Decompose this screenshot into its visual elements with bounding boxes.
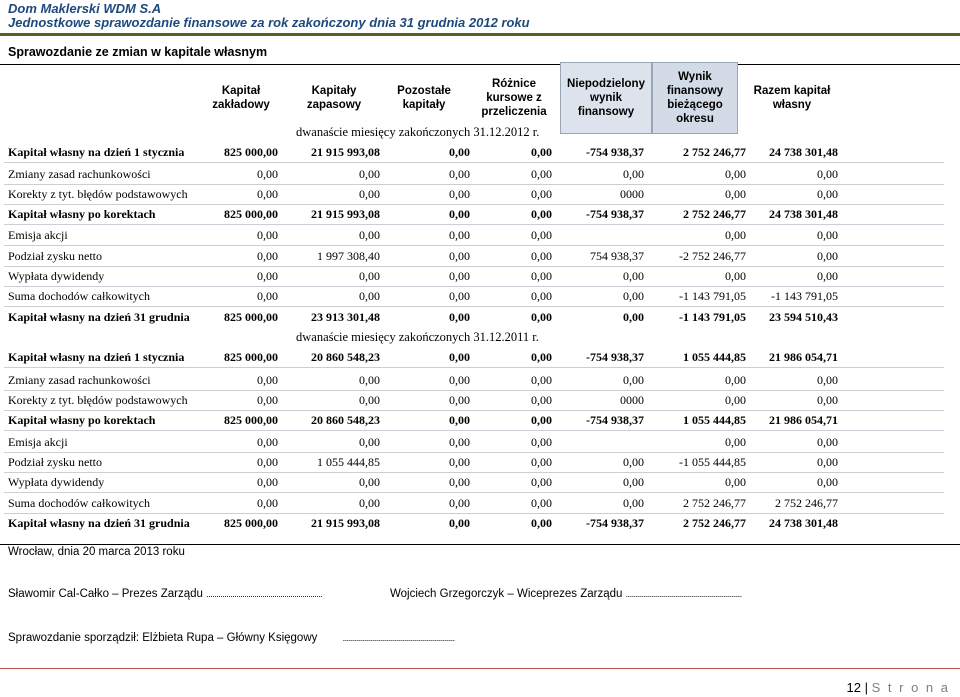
cell-value: 0,00 — [725, 187, 746, 201]
cell-value: 0,00 — [817, 249, 838, 263]
cell-value: 0,00 — [531, 435, 552, 449]
cell-value: 2 752 246,77 — [775, 496, 838, 510]
signature-dots: .......................................................... — [625, 589, 742, 599]
table-row — [8, 516, 952, 534]
cell-value: 0,00 — [531, 187, 552, 201]
table-row — [8, 373, 952, 391]
row-label: Kapitał własny na dzień 31 grudnia — [8, 310, 190, 324]
cell-value: 0,00 — [623, 289, 644, 303]
cell-value: 24 738 301,48 — [769, 145, 838, 159]
cell-value: 0,00 — [623, 455, 644, 469]
cell-value: 0,00 — [449, 413, 470, 427]
column-header: Niepodzielony wynik finansowy — [560, 62, 652, 134]
cell-value: 0,00 — [531, 207, 552, 221]
row-label: Zmiany zasad rachunkowości — [8, 167, 151, 181]
table-row — [8, 228, 952, 246]
cell-value: 0,00 — [531, 393, 552, 407]
signature-line-vicepresident — [390, 588, 742, 600]
row-label: Kapitał własny po korektach — [8, 413, 156, 427]
row-divider — [4, 162, 944, 163]
cell-value: 0,00 — [359, 167, 380, 181]
cell-value: 0,00 — [449, 496, 470, 510]
cell-value: 0,00 — [725, 435, 746, 449]
signature-dots: .......................................................... — [206, 589, 323, 599]
cell-value: 0,00 — [449, 145, 470, 159]
row-label: Korekty z tyt. błędów podstawowych — [8, 187, 188, 201]
table-top-rule — [0, 64, 960, 65]
cell-value: 0,00 — [817, 167, 838, 181]
cell-value: 0,00 — [359, 393, 380, 407]
cell-value: 0,00 — [531, 496, 552, 510]
cell-value: 0000 — [620, 393, 644, 407]
cell-value: 0,00 — [359, 373, 380, 387]
cell-value: 825 000,00 — [224, 207, 278, 221]
column-header: Wynik finansowy bieżącego okresu — [652, 62, 738, 134]
cell-value: 0,00 — [725, 393, 746, 407]
row-divider — [4, 390, 944, 391]
cell-value: 0,00 — [449, 228, 470, 242]
column-header: Kapitały zapasowy — [306, 85, 362, 111]
cell-value: 23 594 510,43 — [769, 310, 838, 324]
cell-value: 0,00 — [531, 350, 552, 364]
cell-value: 0,00 — [623, 269, 644, 283]
cell-value: 0,00 — [725, 475, 746, 489]
cell-value: 0,00 — [449, 249, 470, 263]
cell-value: 0,00 — [817, 228, 838, 242]
company-name: Dom Maklerski WDM S.A — [8, 1, 162, 16]
cell-value: 0,00 — [257, 435, 278, 449]
page-word: S t r o n a — [871, 680, 950, 695]
cell-value: 1 055 444,85 — [683, 413, 746, 427]
column-header: Kapitał zakładowy — [212, 85, 270, 111]
cell-value: 0,00 — [257, 289, 278, 303]
row-label: Zmiany zasad rachunkowości — [8, 373, 151, 387]
cell-value: 0,00 — [359, 289, 380, 303]
header-divider — [0, 33, 960, 36]
row-divider — [4, 184, 944, 185]
cell-value: 0,00 — [359, 496, 380, 510]
row-divider — [4, 430, 944, 431]
row-divider — [4, 266, 944, 267]
place-date: Wrocław, dnia 20 marca 2013 roku — [8, 546, 185, 558]
cell-value: 0,00 — [449, 435, 470, 449]
row-divider — [4, 286, 944, 287]
column-header: Różnice kursowe z przeliczenia — [481, 78, 547, 118]
row-label: Wypłata dywidendy — [8, 475, 105, 489]
page-footer-rule — [0, 668, 960, 669]
row-label: Kapitał własny po korektach — [8, 207, 156, 221]
cell-value: 825 000,00 — [224, 413, 278, 427]
cell-value: 1 055 444,85 — [683, 350, 746, 364]
table-row — [8, 310, 952, 328]
cell-value: 0,00 — [817, 373, 838, 387]
cell-value: 0,00 — [531, 167, 552, 181]
cell-value: 0,00 — [623, 373, 644, 387]
table-row — [8, 393, 952, 411]
cell-value: 0,00 — [257, 455, 278, 469]
cell-value: 0,00 — [257, 167, 278, 181]
signer-name: Sławomir Cal-Całko – Prezes Zarządu — [8, 588, 203, 600]
cell-value: 0,00 — [449, 516, 470, 530]
page-separator: | — [864, 680, 868, 695]
cell-value: -2 752 246,77 — [679, 249, 746, 263]
row-divider — [4, 452, 944, 453]
cell-value: 0,00 — [257, 269, 278, 283]
cell-value: 0,00 — [257, 475, 278, 489]
cell-value: 0,00 — [257, 187, 278, 201]
table-row — [8, 413, 952, 431]
cell-value: 0,00 — [531, 310, 552, 324]
cell-value: 825 000,00 — [224, 145, 278, 159]
cell-value: 0,00 — [623, 310, 644, 324]
row-divider — [4, 410, 944, 411]
table-bottom-rule — [0, 544, 960, 545]
row-label: Kapitał własny na dzień 31 grudnia — [8, 516, 190, 530]
cell-value: 825 000,00 — [224, 516, 278, 530]
cell-value: -754 938,37 — [586, 350, 644, 364]
cell-value: 0,00 — [359, 228, 380, 242]
cell-value: 0,00 — [449, 455, 470, 469]
cell-value: 0,00 — [449, 269, 470, 283]
cell-value: 0,00 — [531, 475, 552, 489]
cell-value: 0,00 — [817, 187, 838, 201]
cell-value: 0,00 — [531, 249, 552, 263]
cell-value: 0,00 — [257, 393, 278, 407]
cell-value: 0,00 — [817, 435, 838, 449]
row-divider — [4, 367, 944, 368]
row-label: Emisja akcji — [8, 435, 68, 449]
cell-value: 0,00 — [817, 393, 838, 407]
row-divider — [4, 306, 944, 307]
cell-value: 0,00 — [531, 373, 552, 387]
cell-value: 0,00 — [359, 475, 380, 489]
cell-value: 1 997 308,40 — [317, 249, 380, 263]
cell-value: 0,00 — [817, 269, 838, 283]
cell-value: 0,00 — [725, 228, 746, 242]
row-divider — [4, 224, 944, 225]
table-row — [8, 187, 952, 205]
statement-title: Sprawozdanie ze zmian w kapitale własnym — [8, 45, 268, 59]
cell-value: 2 752 246,77 — [683, 496, 746, 510]
cell-value: 0,00 — [449, 373, 470, 387]
cell-value: 0,00 — [531, 269, 552, 283]
report-title: Jednostkowe sprawozdanie finansowe za rok zakończony dnia 31 grudnia 2012 roku — [8, 15, 530, 30]
row-label: Korekty z tyt. błędów podstawowych — [8, 393, 188, 407]
cell-value: 0,00 — [257, 228, 278, 242]
cell-value: 21 986 054,71 — [769, 350, 838, 364]
table-row — [8, 249, 952, 267]
table-row — [8, 475, 952, 493]
cell-value: 0,00 — [531, 145, 552, 159]
row-label: Suma dochodów całkowitych — [8, 496, 150, 510]
row-label: Kapitał własny na dzień 1 stycznia — [8, 145, 185, 159]
cell-value: 0,00 — [531, 455, 552, 469]
table-row — [8, 167, 952, 185]
cell-value: 825 000,00 — [224, 350, 278, 364]
cell-value: 0,00 — [449, 167, 470, 181]
cell-value: 0,00 — [725, 373, 746, 387]
table-row — [8, 207, 952, 225]
table-row — [8, 145, 952, 163]
cell-value: 0,00 — [449, 350, 470, 364]
column-header: Razem kapitał własny — [753, 85, 831, 111]
cell-value: 0,00 — [817, 475, 838, 489]
cell-value: 0,00 — [531, 516, 552, 530]
row-label: Emisja akcji — [8, 228, 68, 242]
period-label: dwanaście miesięcy zakończonych 31.12.2011 r. — [296, 330, 539, 344]
cell-value: 0,00 — [359, 269, 380, 283]
cell-value: 0,00 — [449, 475, 470, 489]
cell-value: 24 738 301,48 — [769, 207, 838, 221]
signer-name: Wojciech Grzegorczyk – Wiceprezes Zarządu — [390, 588, 623, 600]
row-label: Kapitał własny na dzień 1 stycznia — [8, 350, 185, 364]
cell-value: 1 055 444,85 — [317, 455, 380, 469]
cell-value: 0,00 — [725, 269, 746, 283]
cell-value: 0,00 — [449, 310, 470, 324]
cell-value: 0,00 — [257, 496, 278, 510]
cell-value: 20 860 548,23 — [311, 350, 380, 364]
cell-value: 0,00 — [623, 475, 644, 489]
cell-value: 23 913 301,48 — [311, 310, 380, 324]
row-divider — [4, 245, 944, 246]
table-row — [8, 435, 952, 453]
row-label: Suma dochodów całkowitych — [8, 289, 150, 303]
cell-value: 0,00 — [623, 496, 644, 510]
cell-value: 0,00 — [623, 167, 644, 181]
cell-value: 0000 — [620, 187, 644, 201]
cell-value: -754 938,37 — [586, 413, 644, 427]
cell-value: 0,00 — [359, 187, 380, 201]
cell-value: -1 055 444,85 — [679, 455, 746, 469]
cell-value: 0,00 — [725, 167, 746, 181]
cell-value: -1 143 791,05 — [679, 289, 746, 303]
cell-value: -754 938,37 — [586, 516, 644, 530]
cell-value: 0,00 — [449, 187, 470, 201]
table-row — [8, 269, 952, 287]
cell-value: -754 938,37 — [586, 145, 644, 159]
cell-value: 0,00 — [449, 393, 470, 407]
cell-value: -754 938,37 — [586, 207, 644, 221]
cell-value: 20 860 548,23 — [311, 413, 380, 427]
cell-value: 0,00 — [359, 435, 380, 449]
signature-line-president — [8, 588, 322, 600]
page-number-value: 12 — [846, 680, 861, 695]
row-divider — [4, 513, 944, 514]
cell-value: 0,00 — [531, 413, 552, 427]
row-label: Podział zysku netto — [8, 249, 102, 263]
table-row — [8, 496, 952, 514]
cell-value: 2 752 246,77 — [683, 516, 746, 530]
row-label: Wypłata dywidendy — [8, 269, 105, 283]
cell-value: 754 938,37 — [590, 249, 644, 263]
cell-value: 21 986 054,71 — [769, 413, 838, 427]
row-label: Podział zysku netto — [8, 455, 102, 469]
cell-value: 0,00 — [257, 249, 278, 263]
cell-value: 21 915 993,08 — [311, 145, 380, 159]
row-divider — [4, 472, 944, 473]
period-label: dwanaście miesięcy zakończonych 31.12.2012 r. — [296, 125, 540, 139]
cell-value: -1 143 791,05 — [679, 310, 746, 324]
signature-dots: ........................................................ — [342, 633, 455, 643]
cell-value: 0,00 — [817, 455, 838, 469]
row-divider — [4, 492, 944, 493]
cell-value: 21 915 993,08 — [311, 207, 380, 221]
page-number — [847, 680, 950, 695]
cell-value: 2 752 246,77 — [683, 207, 746, 221]
column-header: Pozostałe kapitały — [397, 85, 451, 111]
cell-value: 2 752 246,77 — [683, 145, 746, 159]
table-row — [8, 350, 952, 368]
cell-value: 24 738 301,48 — [769, 516, 838, 530]
cell-value: 0,00 — [531, 289, 552, 303]
cell-value: 0,00 — [257, 373, 278, 387]
table-row — [8, 455, 952, 473]
cell-value: 0,00 — [449, 207, 470, 221]
row-divider — [4, 204, 944, 205]
prepared-by-line — [8, 632, 455, 644]
cell-value: 0,00 — [531, 228, 552, 242]
cell-value: 0,00 — [449, 289, 470, 303]
cell-value: 21 915 993,08 — [311, 516, 380, 530]
prepared-by: Sprawozdanie sporządził: Elżbieta Rupa – Główny Księgowy — [8, 632, 318, 644]
cell-value: -1 143 791,05 — [771, 289, 838, 303]
cell-value: 825 000,00 — [224, 310, 278, 324]
table-row — [8, 289, 952, 307]
